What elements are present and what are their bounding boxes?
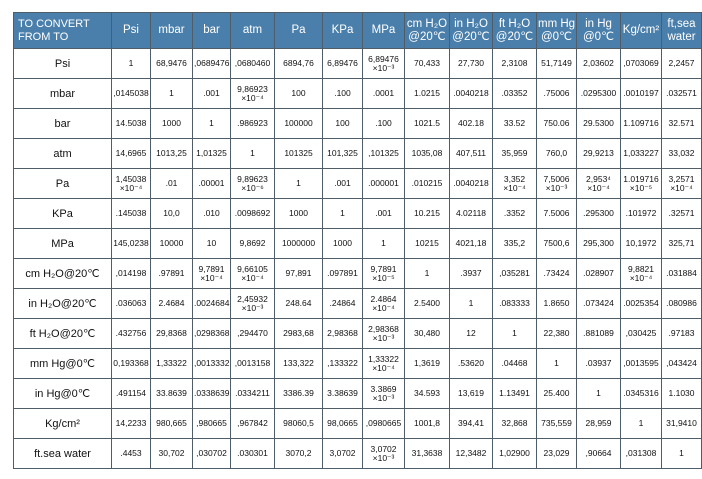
table-cell: ,031308	[621, 439, 662, 469]
row-label: mbar	[14, 79, 112, 109]
table-cell: .75006	[537, 79, 577, 109]
col-header-line-1: ft,sea	[667, 17, 696, 30]
table-cell: 1.8650	[537, 289, 577, 319]
col-header-line-2: @0℃	[583, 30, 614, 43]
table-cell: 10,1972	[621, 229, 662, 259]
table-cell: ,133322	[323, 349, 363, 379]
table-cell: 14,6965	[112, 139, 151, 169]
table-cell: ,0013595	[621, 349, 662, 379]
table-cell: 1021.5	[405, 109, 450, 139]
table-cell: 30,702	[151, 439, 193, 469]
table-cell: 3,0702 ×10⁻³	[363, 439, 405, 469]
table-cell: .080986	[662, 289, 702, 319]
table-cell: 1.1030	[662, 379, 702, 409]
table-row	[14, 199, 702, 229]
table-cell: 1,33322 ×10⁻⁴	[363, 349, 405, 379]
table-cell: 1,01325	[193, 139, 231, 169]
row-label: in Hg@0℃	[14, 379, 112, 409]
col-header	[193, 13, 231, 49]
table-cell: 14,2233	[112, 409, 151, 439]
table-cell: 1,033227	[621, 139, 662, 169]
table-cell: 3386.39	[275, 379, 323, 409]
table-cell: .04468	[493, 349, 537, 379]
table-row	[14, 379, 702, 409]
table-cell: ,90664	[577, 439, 621, 469]
row-label: Psi	[14, 49, 112, 79]
table-cell: .031884	[662, 259, 702, 289]
table-cell: 1	[112, 49, 151, 79]
table-cell: .0295300	[577, 79, 621, 109]
table-cell: .030301	[231, 439, 275, 469]
col-header	[662, 13, 702, 49]
table-cell: 1	[231, 139, 275, 169]
table-cell: 29,9213	[577, 139, 621, 169]
table-cell: .0001	[363, 79, 405, 109]
table-row	[14, 439, 702, 469]
table-cell: 760,0	[537, 139, 577, 169]
row-label: ft.sea water	[14, 439, 112, 469]
row-label: MPa	[14, 229, 112, 259]
table-cell: 1035,08	[405, 139, 450, 169]
table-cell: 10000	[151, 229, 193, 259]
table-cell: .0040218	[450, 79, 493, 109]
table-cell: 1000	[323, 229, 363, 259]
table-cell: 1	[577, 379, 621, 409]
table-cell: 2,03602	[577, 49, 621, 79]
table-cell: 25.400	[537, 379, 577, 409]
table-cell: 248.64	[275, 289, 323, 319]
table-cell: .0098692	[231, 199, 275, 229]
table-cell: 1.13491	[493, 379, 537, 409]
table-cell: 1.019716 ×10⁻⁵	[621, 169, 662, 199]
table-cell: 407,511	[450, 139, 493, 169]
table-cell: 7500,6	[537, 229, 577, 259]
table-cell: .100	[323, 79, 363, 109]
table-cell: 30,480	[405, 319, 450, 349]
table-cell: .036063	[112, 289, 151, 319]
table-cell: ,043424	[662, 349, 702, 379]
table-cell: 295,300	[577, 229, 621, 259]
table-row	[14, 289, 702, 319]
table-cell: ,0980665	[363, 409, 405, 439]
col-header-line-2: water	[667, 30, 696, 43]
table-cell: 2,45932 ×10⁻³	[231, 289, 275, 319]
table-cell: ,0689476	[193, 49, 231, 79]
table-cell: 2,3108	[493, 49, 537, 79]
table-cell: 51,7149	[537, 49, 577, 79]
col-header	[231, 13, 275, 49]
table-cell: 402.18	[450, 109, 493, 139]
table-cell: .145038	[112, 199, 151, 229]
col-header-line-1: cm H₂O	[406, 17, 448, 30]
table-cell: .24864	[323, 289, 363, 319]
table-cell: .001	[323, 169, 363, 199]
table-cell: 29,8368	[151, 319, 193, 349]
table-cell: .101972	[621, 199, 662, 229]
table-cell: .881089	[577, 319, 621, 349]
table-cell: 7.5006	[537, 199, 577, 229]
table-cell: ,0145038	[112, 79, 151, 109]
table-cell: 101,325	[323, 139, 363, 169]
table-cell: ,101325	[363, 139, 405, 169]
header-row	[14, 13, 702, 49]
table-cell: 28,959	[577, 409, 621, 439]
corner-header	[14, 13, 112, 49]
table-cell: 1,3619	[405, 349, 450, 379]
table-cell: 1.109716	[621, 109, 662, 139]
table-cell: 2.5400	[405, 289, 450, 319]
table-cell: 1000	[151, 109, 193, 139]
pressure-conversion-table	[13, 12, 702, 469]
table-cell: 3070,2	[275, 439, 323, 469]
table-cell: 33,032	[662, 139, 702, 169]
table-cell: ,030425	[621, 319, 662, 349]
col-header	[151, 13, 193, 49]
table-cell: 2.4864 ×10⁻⁴	[363, 289, 405, 319]
table-cell: 100	[323, 109, 363, 139]
table-cell: 394,41	[450, 409, 493, 439]
table-cell: 10,0	[151, 199, 193, 229]
table-cell: 100	[275, 79, 323, 109]
table-cell: 0,193368	[112, 349, 151, 379]
row-label: cm H₂O@20℃	[14, 259, 112, 289]
col-header-line-1: KPa	[331, 24, 354, 36]
table-cell: .0024684	[193, 289, 231, 319]
table-cell: 35,959	[493, 139, 537, 169]
table-cell: 6,89476 ×10⁻³	[363, 49, 405, 79]
table-cell: ,0298368	[193, 319, 231, 349]
table-cell: 6,89476	[323, 49, 363, 79]
table-cell: 9,8692	[231, 229, 275, 259]
table-cell: 4.02118	[450, 199, 493, 229]
table-cell: .295300	[577, 199, 621, 229]
table-cell: 1	[275, 169, 323, 199]
table-cell: 32,868	[493, 409, 537, 439]
table-cell: 101325	[275, 139, 323, 169]
table-cell: .00001	[193, 169, 231, 199]
table-cell: 9,7891 ×10⁻⁵	[363, 259, 405, 289]
row-label: mm Hg@0℃	[14, 349, 112, 379]
table-cell: 68,9476	[151, 49, 193, 79]
table-cell: 1	[537, 349, 577, 379]
table-cell: 2.4684	[151, 289, 193, 319]
table-cell: 750.06	[537, 109, 577, 139]
table-cell: 98060,5	[275, 409, 323, 439]
table-cell: .0040218	[450, 169, 493, 199]
table-cell: 735,559	[537, 409, 577, 439]
table-cell: 133,322	[275, 349, 323, 379]
table-cell: 12	[450, 319, 493, 349]
table-cell: 98,0665	[323, 409, 363, 439]
table-cell: .083333	[493, 289, 537, 319]
table-cell: 3.3869 ×10⁻³	[363, 379, 405, 409]
table-cell: 1.0215	[405, 79, 450, 109]
table-cell: 1	[450, 289, 493, 319]
table-cell: 1	[363, 229, 405, 259]
table-cell: 33.8639	[151, 379, 193, 409]
table-cell: .03352	[493, 79, 537, 109]
col-header	[405, 13, 450, 49]
table-cell: 1	[662, 439, 702, 469]
table-cell: 1013,25	[151, 139, 193, 169]
table-cell: 1001,8	[405, 409, 450, 439]
table-cell: 2983,68	[275, 319, 323, 349]
table-cell: ,0680460	[231, 49, 275, 79]
table-cell: .32571	[662, 199, 702, 229]
table-cell: 7,5006 ×10⁻³	[537, 169, 577, 199]
col-header-line-2: @20℃	[452, 30, 490, 43]
col-header	[621, 13, 662, 49]
table-cell: .4453	[112, 439, 151, 469]
table-cell: 1,45038 ×10⁻⁴	[112, 169, 151, 199]
table-cell: 9,66105 ×10⁻⁴	[231, 259, 275, 289]
table-cell: 97,891	[275, 259, 323, 289]
table-row	[14, 109, 702, 139]
table-cell: 22,380	[537, 319, 577, 349]
table-cell: 9,89623 ×10⁻⁶	[231, 169, 275, 199]
table-cell: 1,33322	[151, 349, 193, 379]
table-cell: 10.215	[405, 199, 450, 229]
table-cell: 1000000	[275, 229, 323, 259]
table-cell: 1	[323, 199, 363, 229]
table-cell: 9,7891 ×10⁻⁴	[193, 259, 231, 289]
table-cell: 1	[151, 79, 193, 109]
table-cell: 1,02900	[493, 439, 537, 469]
row-label: atm	[14, 139, 112, 169]
table-cell: .0010197	[621, 79, 662, 109]
table-cell: .53620	[450, 349, 493, 379]
table-cell: .0345316	[621, 379, 662, 409]
table-cell: 1	[621, 409, 662, 439]
col-header-line-1: ft H₂O	[498, 17, 531, 30]
col-header	[450, 13, 493, 49]
table-cell: ,035281	[493, 259, 537, 289]
table-cell: .0025354	[621, 289, 662, 319]
table-cell: .100	[363, 109, 405, 139]
table-cell: 2,2457	[662, 49, 702, 79]
row-label: Pa	[14, 169, 112, 199]
table-cell: .3352	[493, 199, 537, 229]
table-cell: .073424	[577, 289, 621, 319]
table-cell: 12,3482	[450, 439, 493, 469]
table-cell: 1	[405, 259, 450, 289]
table-row	[14, 139, 702, 169]
col-header-line-1: Kg/cm²	[622, 24, 660, 36]
table-cell: 145,0238	[112, 229, 151, 259]
table-cell: 3.38639	[323, 379, 363, 409]
table-cell: ,294470	[231, 319, 275, 349]
col-header	[275, 13, 323, 49]
table-cell: .97891	[151, 259, 193, 289]
table-cell: .986923	[231, 109, 275, 139]
table-cell: 31,9410	[662, 409, 702, 439]
row-label: bar	[14, 109, 112, 139]
col-header-line-1: in Hg	[585, 17, 612, 30]
col-header-line-2: @20℃	[495, 30, 534, 43]
table-cell: 23,029	[537, 439, 577, 469]
table-cell: .01	[151, 169, 193, 199]
table-cell: ,0703069	[621, 49, 662, 79]
table-cell: 27,730	[450, 49, 493, 79]
table-cell: 10215	[405, 229, 450, 259]
table-cell: 335,2	[493, 229, 537, 259]
col-header-line-1: atm	[242, 24, 263, 36]
table-cell: 1000	[275, 199, 323, 229]
table-cell: 100000	[275, 109, 323, 139]
col-header-line-1: Psi	[123, 24, 139, 36]
col-header	[493, 13, 537, 49]
conversion-table-wrap	[13, 12, 697, 469]
table-cell: ,030702	[193, 439, 231, 469]
table-cell: ,980665	[193, 409, 231, 439]
table-cell: .000001	[363, 169, 405, 199]
col-header-line-1: bar	[203, 24, 220, 36]
table-cell: 2,98368	[323, 319, 363, 349]
table-cell: .001	[363, 199, 405, 229]
table-cell: .73424	[537, 259, 577, 289]
table-cell: .0334211	[231, 379, 275, 409]
table-cell: 34.593	[405, 379, 450, 409]
table-cell: .010	[193, 199, 231, 229]
col-header-line-1: mm Hg	[538, 17, 576, 30]
table-cell: .028907	[577, 259, 621, 289]
table-cell: .3937	[450, 259, 493, 289]
corner-line-2: FROM TO	[18, 30, 69, 43]
table-cell: .491154	[112, 379, 151, 409]
table-cell: 9,8821 ×10⁻⁴	[621, 259, 662, 289]
table-cell: 32.571	[662, 109, 702, 139]
table-cell: ,0013332	[193, 349, 231, 379]
table-cell: 3,0702	[323, 439, 363, 469]
col-header	[537, 13, 577, 49]
table-row	[14, 49, 702, 79]
table-cell: 10	[193, 229, 231, 259]
col-header-line-1: Pa	[291, 24, 306, 36]
table-row	[14, 349, 702, 379]
table-cell: 6894,76	[275, 49, 323, 79]
col-header	[112, 13, 151, 49]
table-cell: 3,2571 ×10⁻⁴	[662, 169, 702, 199]
col-header-line-2: @20℃	[408, 30, 446, 43]
table-cell: .97183	[662, 319, 702, 349]
table-cell: .097891	[323, 259, 363, 289]
table-cell: ,0013158	[231, 349, 275, 379]
table-cell: 70,433	[405, 49, 450, 79]
table-cell: 1	[193, 109, 231, 139]
table-body	[14, 49, 702, 469]
table-cell: 29.5300	[577, 109, 621, 139]
table-cell: .03937	[577, 349, 621, 379]
row-label: Kg/cm²	[14, 409, 112, 439]
table-cell: 325,71	[662, 229, 702, 259]
table-cell: 2,953⁴ ×10⁻⁴	[577, 169, 621, 199]
corner-line-1: TO CONVERT	[18, 17, 90, 30]
table-cell: 3,352 ×10⁻⁴	[493, 169, 537, 199]
row-label: ft H₂O@20℃	[14, 319, 112, 349]
table-row	[14, 259, 702, 289]
col-header	[577, 13, 621, 49]
col-header	[363, 13, 405, 49]
table-cell: ,014198	[112, 259, 151, 289]
table-cell: ,967842	[231, 409, 275, 439]
col-header-line-2: @0℃	[541, 30, 572, 43]
table-row	[14, 319, 702, 349]
table-cell: 1	[493, 319, 537, 349]
table-cell: 13,619	[450, 379, 493, 409]
table-cell: 31,3638	[405, 439, 450, 469]
table-row	[14, 79, 702, 109]
table-cell: .0338639	[193, 379, 231, 409]
table-cell: 4021,18	[450, 229, 493, 259]
table-cell: 980,665	[151, 409, 193, 439]
col-header-line-1: MPa	[371, 24, 396, 36]
table-cell: .432756	[112, 319, 151, 349]
table-cell: 33.52	[493, 109, 537, 139]
col-header-line-1: in H₂O	[454, 17, 488, 30]
col-header-line-1: mbar	[158, 24, 185, 36]
row-label: in H₂O@20℃	[14, 289, 112, 319]
table-row	[14, 409, 702, 439]
table-cell: 2,98368 ×10⁻³	[363, 319, 405, 349]
table-cell: .001	[193, 79, 231, 109]
row-label: KPa	[14, 199, 112, 229]
table-cell: .010215	[405, 169, 450, 199]
table-cell: 9,86923 ×10⁻⁴	[231, 79, 275, 109]
table-cell: 14.5038	[112, 109, 151, 139]
table-cell: .032571	[662, 79, 702, 109]
table-row	[14, 229, 702, 259]
col-header	[323, 13, 363, 49]
table-row	[14, 169, 702, 199]
